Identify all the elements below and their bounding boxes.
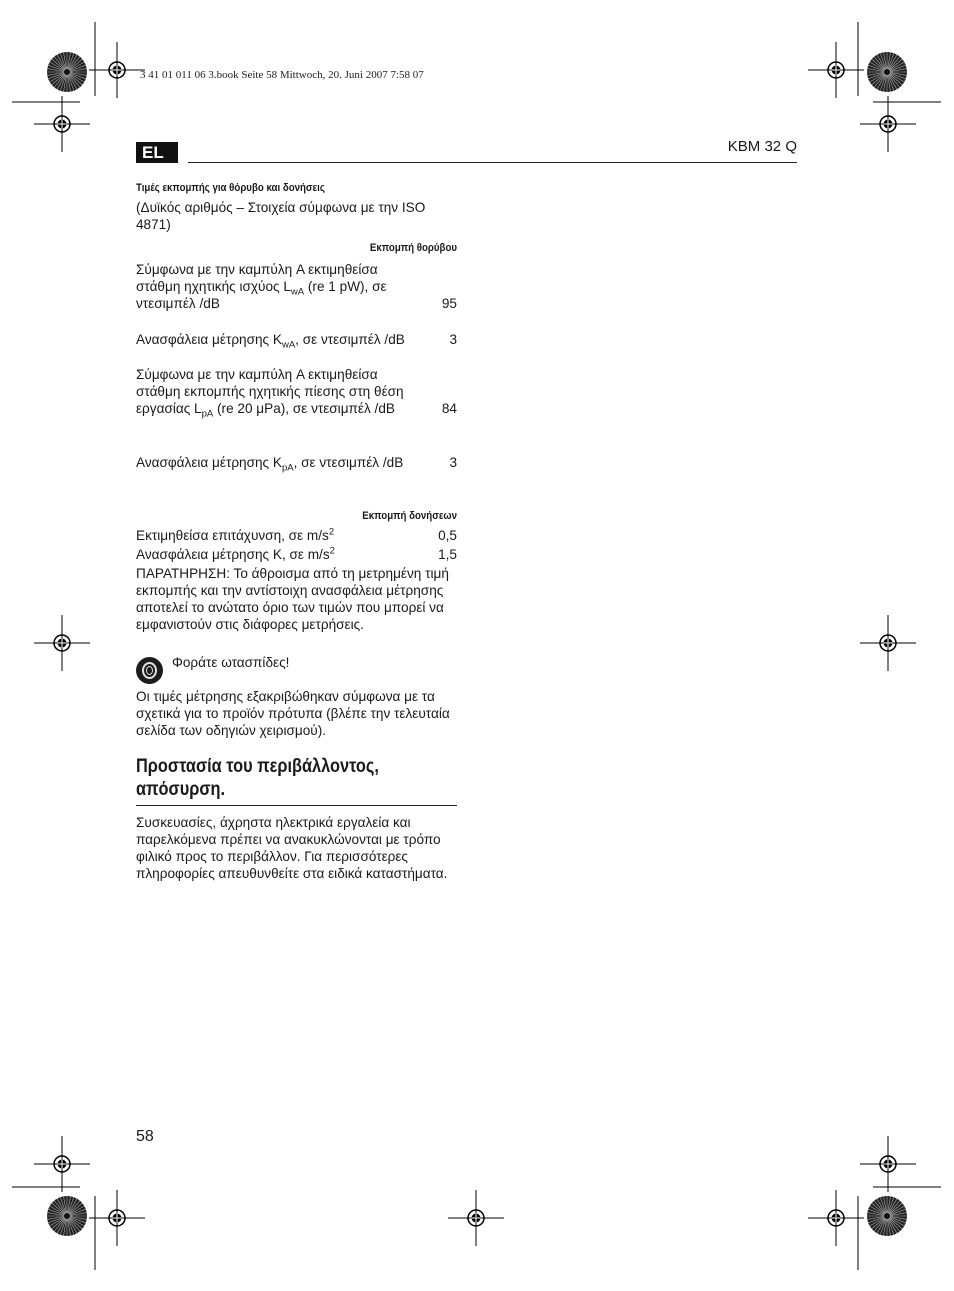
color-wheel-icon <box>867 52 907 92</box>
registration-mark-icon <box>808 1190 864 1246</box>
ear-protection-icon <box>136 657 163 684</box>
ear-protection-text: Φοράτε ωτασπίδες! <box>172 655 290 670</box>
registration-mark-icon <box>89 1190 145 1246</box>
header-rule <box>188 162 797 163</box>
registration-mark-icon <box>808 42 864 98</box>
vibration-value: 1,5 <box>438 547 457 562</box>
registration-mark-icon <box>34 1136 90 1192</box>
measurement-note: ΠΑΡΑΤΗΡΗΣΗ: Το άθροισμα από τη μετρημένη τιμή εκπομπής και την αντίστοιχη ανασφάλεια μέτρησης αποτελεί το ανώτατο όριο των τιμών που μπορεί να εμφανιστούν στις διάφορες μετρήσεις. <box>136 566 449 632</box>
print-file-info: 3 41 01 011 06 3.book Seite 58 Mittwoch, 20. Juni 2007 7:58 07 <box>140 69 424 81</box>
registration-mark-icon <box>89 42 145 98</box>
noise-row: Σύμφωνα με την καμπύλη A εκτιμηθείσα στάθμη εκπομπής ηχητικής πίεσης στη θέση εργασίας $L_{pA}$ (re 20 μPa), σε ντεσιμπέλ /dB 84 <box>136 367 457 420</box>
color-wheel-icon <box>47 52 87 92</box>
heading-rule <box>136 805 457 806</box>
color-wheel-icon <box>47 1196 87 1236</box>
noise-row: Ανασφάλεια μέτρησης $K_{pA}$, σε ντεσιμπέλ /dB 3 <box>136 455 457 474</box>
vibration-row: Εκτιμηθείσα επιτάχυνση, σε $m/s^2$ 0,5 <box>136 526 457 543</box>
environment-heading: Προστασία του περιβάλλοντος, απόσυρση. <box>136 756 379 800</box>
noise-value: 84 <box>441 401 457 416</box>
registration-mark-icon <box>448 1190 504 1246</box>
emissions-title: Τιμές εκπομπής για θόρυβο και δονήσεις <box>136 182 325 194</box>
language-badge: EL <box>136 142 178 163</box>
noise-value: 3 <box>449 455 457 470</box>
color-wheel-icon <box>867 1196 907 1236</box>
registration-mark-icon <box>860 96 916 152</box>
page-number: 58 <box>136 1128 154 1145</box>
emissions-subtitle: (Δυϊκός αριθμός – Στοιχεία σύμφωνα με την ISO 4871) <box>136 200 426 232</box>
noise-row: Σύμφωνα με την καμπύλη A εκτιμηθείσα στάθμη ηχητικής ισχύος $L_{wA}$ (re 1 pW), σε ντεσιμπέλ /dB 95 <box>136 262 457 311</box>
vibration-value: 0,5 <box>438 528 457 543</box>
registration-mark-icon <box>34 615 90 671</box>
vibration-row: Ανασφάλεια μέτρησης K, σε $m/s^2$ 1,5 <box>136 545 457 562</box>
noise-value: 95 <box>441 296 457 311</box>
registration-mark-icon <box>860 615 916 671</box>
noise-value: 3 <box>449 332 457 347</box>
noise-heading: Εκπομπή θορύβου <box>369 242 457 254</box>
noise-row: Ανασφάλεια μέτρησης $K_{wA}$, σε ντεσιμπέλ /dB 3 <box>136 332 457 351</box>
registration-mark-icon <box>860 1136 916 1192</box>
model-name: KBM 32 Q <box>727 138 797 155</box>
registration-mark-icon <box>34 96 90 152</box>
vibration-heading: Εκπομπή δονήσεων <box>362 510 457 522</box>
standards-note: Οι τιμές μέτρησης εξακριβώθηκαν σύμφωνα με τα σχετικά για το προϊόν πρότυπα (βλέπε την τελευταία σελίδα των οδηγιών χειρισμού). <box>136 689 450 738</box>
environment-text: Συσκευασίες, άχρηστα ηλεκτρικά εργαλεία και παρελκόμενα πρέπει να ανακυκλώνονται με τρόπο φιλικό προς το περιβάλλον. Για περισσότερες πληροφορίες απευθυνθείτε στα ειδικά καταστήματα. <box>136 815 448 881</box>
